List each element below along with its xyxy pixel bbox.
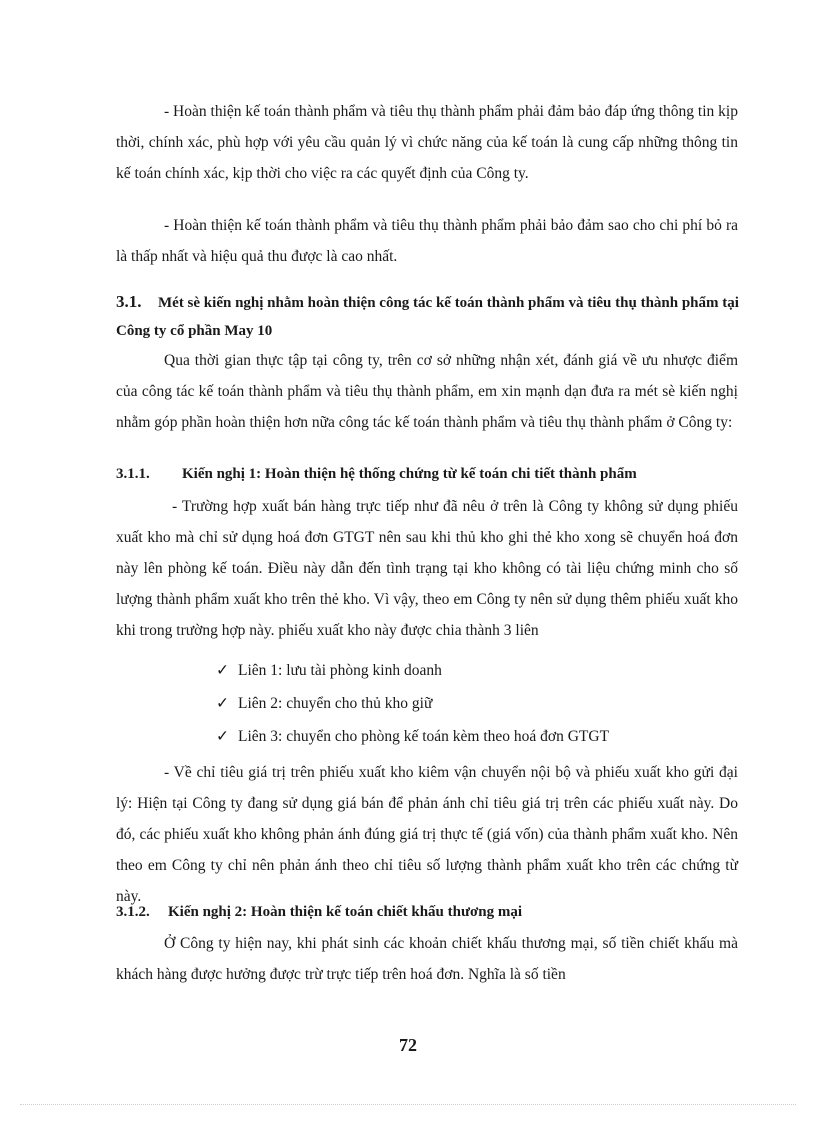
section-number: 3.1.: [116, 292, 142, 311]
paragraph-6: Ở Công ty hiện nay, khi phát sinh các khoản chiết khấu thương mại, số tiền chiết khấu mà khách hàng được hưởng được trừ trực tiếp trên hoá đơn. Nghĩa là số tiền: [116, 935, 738, 983]
subsection-number-1: 3.1.1.: [116, 466, 150, 482]
checkmark-icon: ✓: [216, 661, 229, 679]
subsection-title-2: Kiến nghị 2: Hoàn thiện kế toán chiết khấu thương mại: [168, 904, 523, 920]
section-heading: [116, 288, 746, 345]
paragraph-5: - Về chỉ tiêu giá trị trên phiếu xuất kho kiêm vận chuyển nội bộ và phiếu xuất kho gửi đại lý: Hiện tại Công ty đang sử dụng giá bán để phản ánh chỉ tiêu giá trị trên các phiếu xuất này. Do đó, các phiếu xuất kho không phản ánh đúng giá trị thực tế (giá vốn) của thành phẩm xuất kho. Nên theo em Công ty chỉ nên phản ánh theo chỉ tiêu số lượng thành phẩm xuất kho trên các chứng từ này.: [116, 764, 738, 905]
subsection-heading-2: [116, 898, 746, 926]
checklist-item-3: ✓ Liên 3: chuyển cho phòng kế toán kèm theo hoá đơn GTGT: [216, 722, 609, 751]
subsection-title-1: Kiến nghị 1: Hoàn thiện hệ thống chứng từ kế toán chi tiết thành phẩm: [182, 466, 637, 482]
paragraph-2: - Hoàn thiện kế toán thành phẩm và tiêu thụ thành phẩm phải bảo đảm sao cho chi phí bỏ ra là thấp nhất và hiệu quả thu được là cao nhất.: [116, 217, 738, 265]
paragraph-3: Qua thời gian thực tập tại công ty, trên cơ sở những nhận xét, đánh giá về ưu nhược điểm của công tác kế toán thành phẩm và tiêu thụ thành phẩm, em xin mạnh dạn đưa ra mét sè kiến nghị nhằm góp phần hoàn thiện hơn nữa công tác kế toán thành phẩm và tiêu thụ thành phẩm ở Công ty:: [116, 352, 738, 431]
checkmark-icon: ✓: [216, 694, 229, 712]
paragraph-1: - Hoàn thiện kế toán thành phẩm và tiêu thụ thành phẩm phải đảm bảo đáp ứng thông tin kịp thời, chính xác, phù hợp với yêu cầu quản lý vì chức năng của kế toán là cung cấp những thông tin kế toán chính xác, kịp thời cho việc ra các quyết định của Công ty.: [116, 103, 738, 182]
checklist-item-1: ✓ Liên 1: lưu tài phòng kinh doanh: [216, 656, 442, 685]
subsection-number-2: 3.1.2.: [116, 904, 150, 920]
page-number: 72: [399, 1035, 417, 1055]
paragraph-4: - Trường hợp xuất bán hàng trực tiếp như đã nêu ở trên là Công ty không sử dụng phiếu xuất kho mà chỉ sử dụng hoá đơn GTGT nên sau khi thủ kho ghi thẻ kho xong sẽ chuyển hoá đơn này lên phòng kế toán. Điều này dẫn đến tình trạng tại kho không có tài liệu chứng minh cho số lượng thành phẩm xuất kho trên thẻ kho. Vì vậy, theo em Công ty nên sử dụng thêm phiếu xuất kho khi trong trường hợp này. phiếu xuất kho này được chia thành 3 liên: [116, 498, 738, 639]
section-title: Mét sè kiến nghị nhằm hoàn thiện công tác kế toán thành phẩm và tiêu thụ thành phẩm tại Công ty cổ phần May 10: [116, 295, 739, 339]
checklist-item-2: ✓ Liên 2: chuyển cho thủ kho giữ: [216, 689, 432, 718]
checkmark-icon: ✓: [216, 727, 229, 745]
subsection-heading-1: [116, 460, 746, 488]
page-bottom-divider: [20, 1104, 796, 1105]
